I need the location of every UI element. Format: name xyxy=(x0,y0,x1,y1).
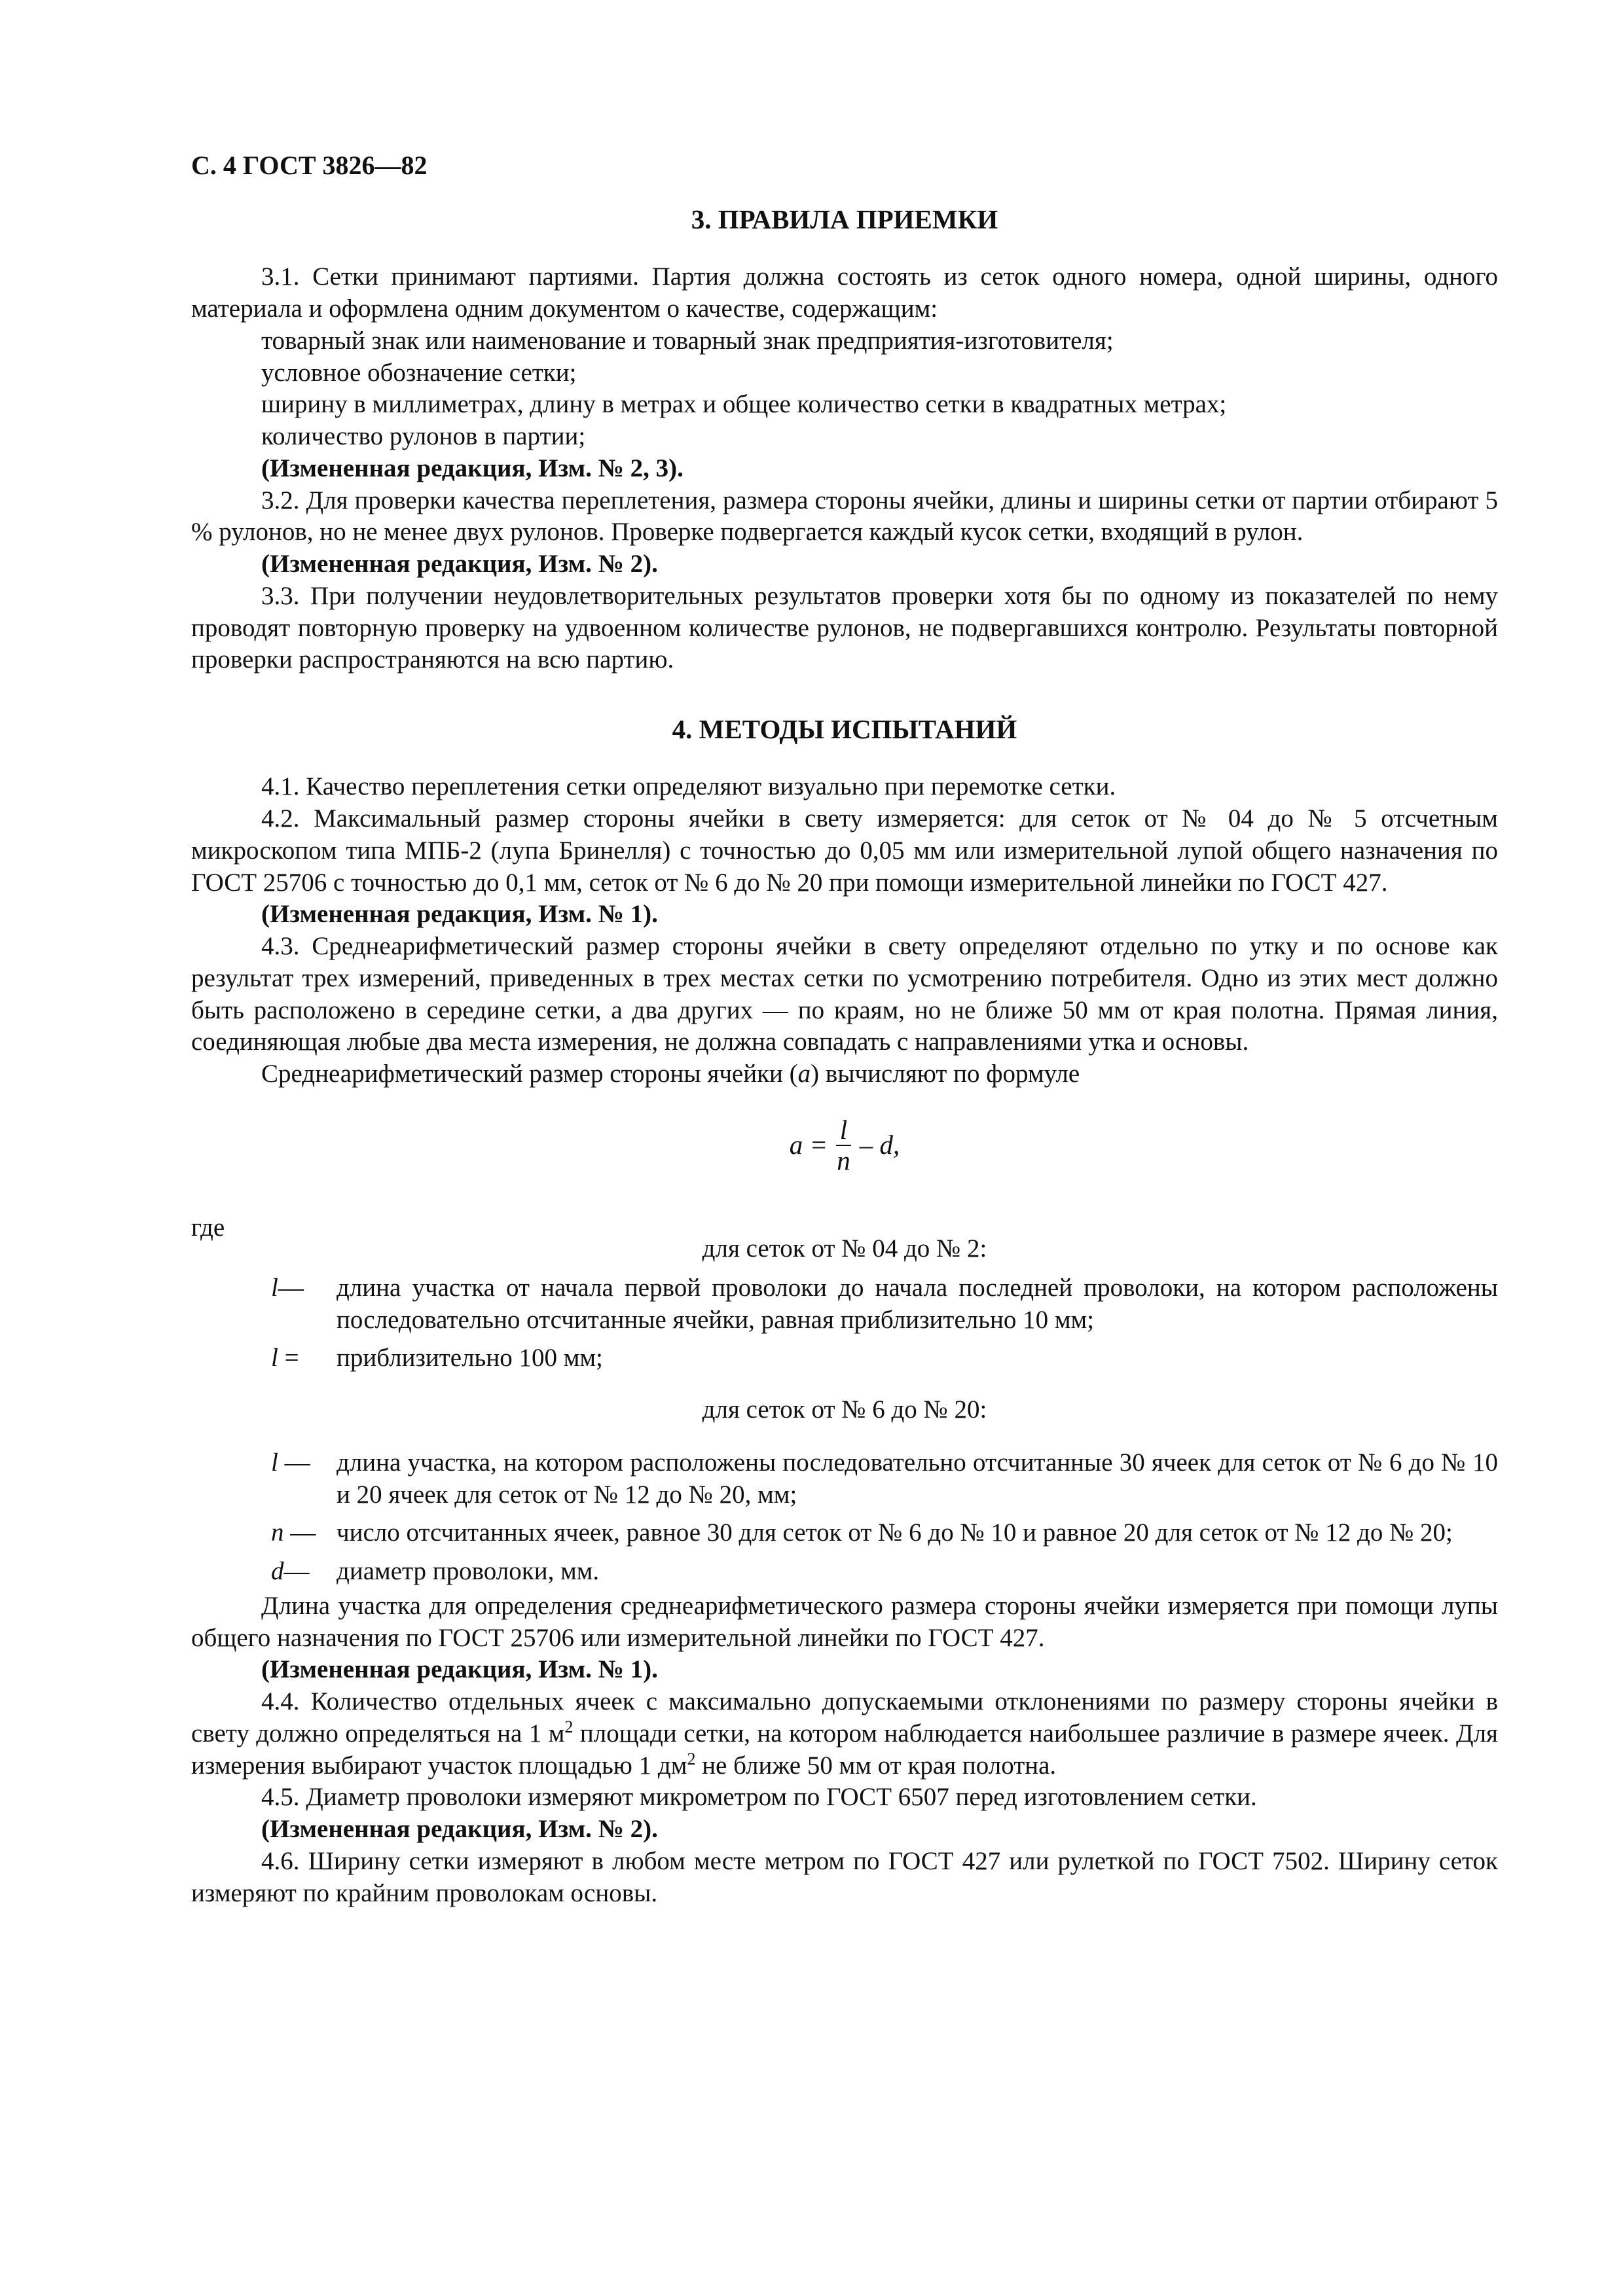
definition-dash: = xyxy=(284,1344,299,1372)
paragraph-segment-length: Длина участка для определения среднеарифметического размера стороны ячейки измеряется при помощи лупы общего назначения по ГОСТ 25706 или измерительной линейки по ГОСТ 427. xyxy=(191,1591,1498,1652)
definition-symbol: n xyxy=(271,1518,284,1547)
where-label: где xyxy=(191,1213,225,1242)
paragraph-4-4 xyxy=(191,1686,1498,1782)
definition-item xyxy=(191,1342,1498,1374)
document-page xyxy=(191,149,1498,1909)
definition-symbol: l xyxy=(271,1273,278,1302)
amendment-note: (Измененная редакция, Изм. № 1). xyxy=(261,900,658,929)
paragraph-4-3: 4.3. Среднеарифметический размер стороны ячейки в свету определяют отдельно по утку и по основе как результат трех измерений, приведенных в трех местах сетки по усмотрению потребителя. Одно из этих мест должно быть расположено в середине сетки, а два других — по краям, но не ближе 50 мм от края полотна. Прямая линия, соединяющая любые два места измерения, не должна совпадать с направлениями утка и основы. xyxy=(191,932,1498,1056)
where-row xyxy=(191,1212,1498,1266)
paragraph-4-2: 4.2. Максимальный размер стороны ячейки в свету измеряется: для сеток от № 04 до № 5 отсчетным микроскопом типа МПБ-2 (лупа Бринелля) с точностью до 0,05 мм или измерительной лупой общего назначения по ГОСТ 25706 с точностью до 0,1 мм, сеток от № 6 до № 20 при помощи измерительной линейки по ГОСТ 427. xyxy=(191,804,1498,897)
section-3-title: 3. ПРАВИЛА ПРИЕМКИ xyxy=(691,204,998,234)
paragraph-text: площади сетки, на котором наблюдается наибольшее различие в размере ячеек. Для измерения выбирают участок площадью 1 дм xyxy=(191,1719,1498,1780)
definition-item xyxy=(191,1556,1498,1588)
formula-intro-text: ) вычисляют по формуле xyxy=(811,1060,1080,1088)
formula-intro-variable: а xyxy=(797,1060,811,1088)
paragraph-3-2: 3.2. Для проверки качества переплетения, размера стороны ячейки, длины и ширины сетки от партии отбирают 5 % рулонов, но не менее двух рулонов. Проверке подвергается каждый кусок сетки, входящий в рулон. xyxy=(191,486,1498,547)
formula-numerator: l xyxy=(836,1115,851,1146)
formula-lhs: a = xyxy=(789,1130,828,1160)
definition-item xyxy=(191,1447,1498,1511)
definition-dash: — xyxy=(283,1557,310,1586)
list-item: товарный знак или наименование и товарный знак предприятия-изготовителя; xyxy=(261,326,1114,355)
formula-intro-text: Среднеарифметический размер стороны ячейки ( xyxy=(261,1060,798,1088)
paragraph-4-6: 4.6. Ширину сетки измеряют в любом месте метром по ГОСТ 427 или рулеткой по ГОСТ 7502. Ширину сеток измеряют по крайним проволокам основы. xyxy=(191,1846,1498,1907)
amendment-note: (Измененная редакция, Изм. № 2). xyxy=(261,550,658,578)
paragraph-text: не ближе 50 мм от края полотна. xyxy=(695,1751,1057,1780)
paragraph-3-3: 3.3. При получении неудовлетворительных результатов проверки хотя бы по одному из показателей по нему проводят повторную проверку на удвоенном количестве рулонов, не подвергавшихся контролю. Результаты повторной проверки распространяются на всю партию. xyxy=(191,581,1498,674)
list-item: количество рулонов в партии; xyxy=(261,422,586,450)
list-item: условное обозначение сетки; xyxy=(261,358,577,387)
paragraph-text: 4.4. Количество отдельных ячеек с максимально допускаемыми отклонениями по размеру стороны ячейки в свету должно определяться на 1 м xyxy=(191,1687,1498,1748)
definition-item xyxy=(191,1272,1498,1336)
definition-item xyxy=(191,1517,1498,1549)
paragraph-4-5: 4.5. Диаметр проволоки измеряют микрометром по ГОСТ 6507 перед изготовлением сетки. xyxy=(261,1783,1257,1812)
definition-dash: — xyxy=(278,1273,304,1302)
formula-rhs: – d, xyxy=(859,1130,900,1160)
paragraph-3-1: 3.1. Сетки принимают партиями. Партия должна состоять из сеток одного номера, одной ширины, одного материала и оформлена одним документом о качестве, содержащим: xyxy=(191,262,1498,323)
list-item: ширину в миллиметрах, длину в метрах и общее количество сетки в квадратных метрах; xyxy=(261,390,1227,419)
formula-fraction xyxy=(833,1115,854,1175)
definition-text: число отсчитанных ячеек, равное 30 для сеток от № 6 до № 10 и равное 20 для сеток от № 12 до № 20; xyxy=(337,1518,1453,1547)
definition-symbol: l xyxy=(271,1344,278,1372)
superscript: 2 xyxy=(564,1717,574,1736)
formula-denominator: n xyxy=(837,1145,850,1175)
running-head: С. 4 ГОСТ 3826—82 xyxy=(191,151,428,180)
subheading-sizes-6-20: для сеток от № 6 до № 20: xyxy=(702,1395,987,1424)
section-4-title: 4. МЕТОДЫ ИСПЫТАНИЙ xyxy=(672,714,1017,744)
subheading-sizes-04-2: для сеток от № 04 до № 2: xyxy=(702,1234,987,1263)
definition-symbol: l xyxy=(271,1448,278,1477)
amendment-note: (Измененная редакция, Изм. № 2, 3). xyxy=(261,454,684,482)
definition-symbol: d xyxy=(271,1557,284,1586)
formula-intro xyxy=(191,1058,1498,1090)
definition-text: длина участка от начала первой проволоки до начала последней проволоки, на котором расположены последовательно отсчитанные ячейки, равная приблизительно 10 мм; xyxy=(337,1273,1498,1334)
definition-text: приблизительно 100 мм; xyxy=(337,1344,603,1372)
paragraph-4-1: 4.1. Качество переплетения сетки определяют визуально при перемотке сетки. xyxy=(261,772,1116,801)
amendment-note: (Измененная редакция, Изм. № 2). xyxy=(261,1815,658,1844)
definition-text: длина участка, на котором расположены последовательно отсчитанные 30 ячеек для сеток от № 6 до № 10 и 20 ячеек для сеток от № 12 до № 20, мм; xyxy=(337,1448,1498,1509)
formula xyxy=(191,1115,1498,1175)
definition-dash: — xyxy=(278,1448,310,1477)
amendment-note: (Измененная редакция, Изм. № 1). xyxy=(261,1655,658,1684)
definition-dash: — xyxy=(283,1518,316,1547)
definition-text: диаметр проволоки, мм. xyxy=(337,1557,600,1586)
superscript: 2 xyxy=(687,1749,696,1768)
